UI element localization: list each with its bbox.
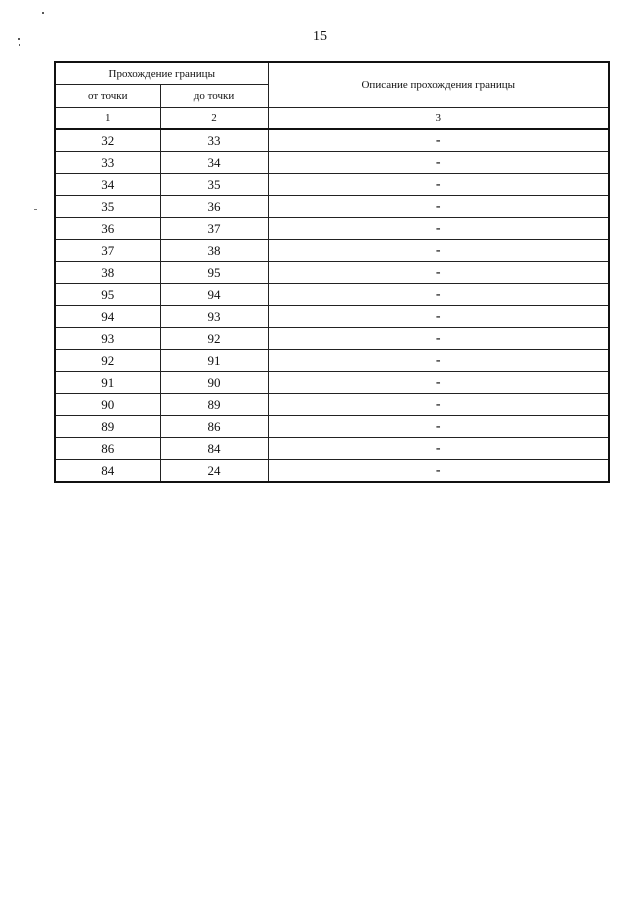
cell-to-point: 35 xyxy=(160,174,268,196)
column-number: 1 xyxy=(55,108,160,130)
cell-to-point: 37 xyxy=(160,218,268,240)
cell-from-point: 84 xyxy=(55,460,160,483)
table-row xyxy=(55,350,609,372)
cell-to-point: 33 xyxy=(160,129,268,152)
table-row xyxy=(55,196,609,218)
cell-from-point: 95 xyxy=(55,284,160,306)
cell-to-point: 36 xyxy=(160,196,268,218)
cell-description: - xyxy=(268,372,609,394)
cell-to-point: 92 xyxy=(160,328,268,350)
cell-description: - xyxy=(268,438,609,460)
table-row xyxy=(55,129,609,152)
cell-to-point: 34 xyxy=(160,152,268,174)
cell-from-point: 93 xyxy=(55,328,160,350)
cell-from-point: 89 xyxy=(55,416,160,438)
cell-to-point: 84 xyxy=(160,438,268,460)
table-row xyxy=(55,394,609,416)
table-row xyxy=(55,372,609,394)
boundary-table xyxy=(54,61,610,483)
cell-from-point: 36 xyxy=(55,218,160,240)
cell-to-point: 24 xyxy=(160,460,268,483)
column-number: 3 xyxy=(268,108,609,130)
cell-from-point: 90 xyxy=(55,394,160,416)
cell-to-point: 38 xyxy=(160,240,268,262)
cell-from-point: 91 xyxy=(55,372,160,394)
column-number: 2 xyxy=(160,108,268,130)
cell-to-point: 93 xyxy=(160,306,268,328)
cell-from-point: 35 xyxy=(55,196,160,218)
cell-to-point: 94 xyxy=(160,284,268,306)
cell-description: - xyxy=(268,416,609,438)
cell-from-point: 94 xyxy=(55,306,160,328)
cell-description: - xyxy=(268,350,609,372)
cell-to-point: 91 xyxy=(160,350,268,372)
cell-to-point: 90 xyxy=(160,372,268,394)
cell-description: - xyxy=(268,129,609,152)
table-row xyxy=(55,284,609,306)
cell-to-point: 95 xyxy=(160,262,268,284)
table-row xyxy=(55,306,609,328)
table-row xyxy=(55,416,609,438)
table-row xyxy=(55,174,609,196)
header-boundary-passage: Прохождение границы xyxy=(55,62,268,85)
cell-from-point: 86 xyxy=(55,438,160,460)
cell-description: - xyxy=(268,460,609,483)
table-row xyxy=(55,262,609,284)
table-row xyxy=(55,152,609,174)
cell-from-point: 34 xyxy=(55,174,160,196)
header-description: Описание прохождения границы xyxy=(268,62,609,108)
table-body xyxy=(55,129,609,482)
table-row xyxy=(55,328,609,350)
header-row-group xyxy=(55,62,609,85)
cell-description: - xyxy=(268,284,609,306)
cell-from-point: 32 xyxy=(55,129,160,152)
cell-description: - xyxy=(268,174,609,196)
cell-from-point: 38 xyxy=(55,262,160,284)
header-row-numbers xyxy=(55,108,609,130)
table-row xyxy=(55,438,609,460)
cell-from-point: 37 xyxy=(55,240,160,262)
cell-description: - xyxy=(268,306,609,328)
cell-description: - xyxy=(268,394,609,416)
scan-speck xyxy=(42,12,44,14)
cell-description: - xyxy=(268,152,609,174)
table-row xyxy=(55,240,609,262)
cell-from-point: 33 xyxy=(55,152,160,174)
cell-description: - xyxy=(268,196,609,218)
cell-description: - xyxy=(268,328,609,350)
cell-to-point: 89 xyxy=(160,394,268,416)
cell-description: - xyxy=(268,262,609,284)
cell-description: - xyxy=(268,218,609,240)
cell-description: - xyxy=(268,240,609,262)
header-from-point: от точки xyxy=(55,85,160,108)
cell-to-point: 86 xyxy=(160,416,268,438)
table-row xyxy=(55,460,609,483)
table-row xyxy=(55,218,609,240)
cell-from-point: 92 xyxy=(55,350,160,372)
scan-speck xyxy=(34,209,37,210)
page-number: 15 xyxy=(313,29,327,44)
header-to-point: до точки xyxy=(160,85,268,108)
